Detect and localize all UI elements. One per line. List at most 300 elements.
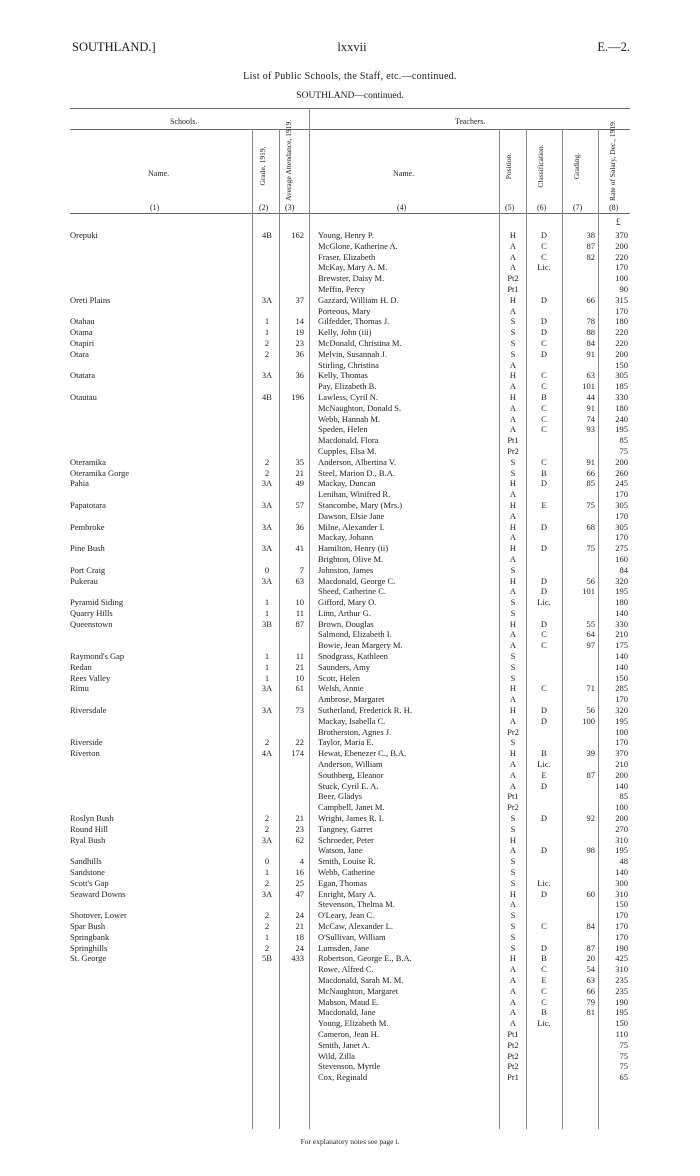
col-classification: Classification. bbox=[536, 144, 545, 188]
position-cell: S bbox=[510, 823, 516, 834]
table-row bbox=[0, 316, 700, 327]
classification-cell: C bbox=[541, 413, 547, 424]
grade-cell: 5B bbox=[262, 953, 272, 964]
school-name-cell: Rees Valley bbox=[70, 672, 111, 683]
position-cell: S bbox=[510, 867, 516, 878]
attendance-cell: 24 bbox=[295, 910, 304, 921]
teacher-name-cell: Young, Elizabeth M. bbox=[318, 1018, 389, 1029]
table-row bbox=[0, 867, 700, 878]
salary-cell: 180 bbox=[615, 402, 628, 413]
attendance-cell: 21 bbox=[295, 467, 304, 478]
table-row bbox=[0, 522, 700, 533]
position-cell: H bbox=[509, 370, 517, 381]
grading-cell: 101 bbox=[582, 381, 595, 392]
grading-cell: 91 bbox=[586, 456, 595, 467]
table-row bbox=[0, 565, 700, 576]
attendance-cell: 22 bbox=[295, 737, 304, 748]
salary-cell: 85 bbox=[619, 435, 628, 446]
teacher-name-cell: Dawson, Elsie Jane bbox=[318, 510, 385, 521]
school-name-cell: Sandstone bbox=[70, 867, 105, 878]
table-row bbox=[0, 986, 700, 997]
grade-cell: 2 bbox=[264, 456, 270, 467]
salary-cell: 275 bbox=[615, 543, 628, 554]
salary-cell: 305 bbox=[615, 499, 628, 510]
teacher-name-cell: Milne, Alexander I. bbox=[318, 521, 385, 532]
school-name-cell: Pahia bbox=[70, 478, 89, 489]
school-name-cell: Oteramika bbox=[70, 456, 106, 467]
table-row bbox=[0, 673, 700, 684]
classification-cell: C bbox=[541, 370, 547, 381]
classification-cell: Lic. bbox=[537, 877, 551, 888]
school-name-cell: Queenstown bbox=[70, 618, 113, 629]
grading-cell: 66 bbox=[586, 985, 595, 996]
classification-cell: E bbox=[541, 974, 547, 985]
school-name-cell: Otahau bbox=[70, 316, 95, 327]
position-cell: Pt1 bbox=[507, 791, 519, 802]
table-row bbox=[0, 586, 700, 597]
position-cell: A bbox=[509, 586, 517, 597]
grading-cell: 98 bbox=[586, 845, 595, 856]
classification-cell: D bbox=[540, 715, 548, 726]
grade-cell: 2 bbox=[264, 823, 270, 834]
attendance-cell: 63 bbox=[295, 575, 304, 586]
table-row bbox=[0, 889, 700, 900]
table-row bbox=[0, 619, 700, 630]
table-row bbox=[0, 273, 700, 284]
grade-cell: 3A bbox=[261, 521, 273, 532]
classification-cell: Lic. bbox=[537, 1018, 551, 1029]
teacher-name-cell: Smith, Louise R. bbox=[318, 856, 376, 867]
teacher-name-cell: Hamilton, Henry (ii) bbox=[318, 543, 389, 554]
salary-cell: 235 bbox=[615, 974, 628, 985]
teacher-name-cell: Stirling, Christina bbox=[318, 359, 379, 370]
salary-cell: 260 bbox=[615, 467, 628, 478]
position-cell: A bbox=[509, 1007, 517, 1018]
table-row bbox=[0, 349, 700, 360]
grading-cell: 66 bbox=[586, 294, 595, 305]
grading-cell: 88 bbox=[586, 327, 595, 338]
position-cell: A bbox=[509, 1018, 517, 1029]
schools-group-rule bbox=[70, 129, 310, 130]
teacher-name-cell: Snodgrass, Kathleen bbox=[318, 651, 388, 662]
grade-cell: 0 bbox=[264, 564, 270, 575]
teacher-name-cell: Steel, Marion D., B.A. bbox=[318, 467, 395, 478]
teacher-name-cell: Rowe, Alfred C. bbox=[318, 964, 374, 975]
school-name-cell: Pyramid Siding bbox=[70, 597, 124, 608]
grading-cell: 87 bbox=[586, 769, 595, 780]
classification-cell: D bbox=[540, 705, 548, 716]
classification-cell: D bbox=[540, 618, 548, 629]
grading-cell: 54 bbox=[586, 964, 595, 975]
classification-cell: E bbox=[541, 769, 547, 780]
grade-cell: 2 bbox=[264, 813, 270, 824]
teacher-name-cell: Lawless, Cyril N. bbox=[318, 391, 378, 402]
school-name-cell: Otatara bbox=[70, 370, 96, 381]
position-cell: S bbox=[510, 942, 516, 953]
school-name-cell: Springbank bbox=[70, 931, 110, 942]
teacher-name-cell: Enright, Mary A. bbox=[318, 888, 377, 899]
position-cell: H bbox=[509, 230, 517, 240]
salary-cell: 100 bbox=[615, 273, 628, 284]
table-row bbox=[0, 997, 700, 1008]
salary-cell: 195 bbox=[615, 845, 628, 856]
col-school-name: Name. bbox=[148, 169, 170, 178]
teacher-name-cell: Mabson, Maud E. bbox=[318, 996, 379, 1007]
position-cell: A bbox=[509, 424, 517, 435]
salary-cell: 310 bbox=[615, 888, 628, 899]
school-name-cell: Rimu bbox=[70, 683, 89, 694]
num-3: (3) bbox=[285, 203, 295, 212]
salary-cell: 370 bbox=[615, 748, 628, 759]
position-cell: S bbox=[510, 877, 516, 888]
grade-cell: 1 bbox=[264, 607, 270, 618]
grading-cell: 63 bbox=[586, 370, 595, 381]
attendance-cell: 24 bbox=[295, 942, 304, 953]
teacher-name-cell: Stuck, Cyril E. A. bbox=[318, 780, 379, 791]
grade-cell: 2 bbox=[264, 737, 270, 748]
teacher-name-cell: Mackay, Johann bbox=[318, 532, 374, 543]
salary-cell: 200 bbox=[615, 348, 628, 359]
position-cell: A bbox=[509, 769, 517, 780]
grade-cell: 3A bbox=[261, 370, 273, 381]
grade-cell: 0 bbox=[264, 856, 270, 867]
col-grading: Grading. bbox=[572, 152, 581, 180]
salary-cell: 85 bbox=[619, 791, 628, 802]
attendance-cell: 162 bbox=[291, 230, 304, 240]
grading-cell: 93 bbox=[586, 424, 595, 435]
teacher-name-cell: Anderson, Albertina V. bbox=[318, 456, 397, 467]
teacher-name-cell: Cupples, Elsa M. bbox=[318, 445, 377, 456]
position-cell: A bbox=[509, 715, 517, 726]
classification-cell: D bbox=[540, 294, 548, 305]
table-body bbox=[0, 230, 700, 1083]
position-cell: Pt2 bbox=[507, 1061, 519, 1072]
school-name-cell: Springhills bbox=[70, 942, 108, 953]
attendance-cell: 35 bbox=[295, 456, 304, 467]
position-cell: S bbox=[510, 456, 516, 467]
grade-cell: 2 bbox=[264, 942, 270, 953]
salary-cell: 150 bbox=[615, 899, 628, 910]
table-row bbox=[0, 284, 700, 295]
attendance-cell: 10 bbox=[295, 672, 304, 683]
position-cell: A bbox=[509, 489, 517, 500]
salary-cell: 84 bbox=[619, 564, 628, 575]
salary-cell: 170 bbox=[615, 305, 628, 316]
classification-cell: D bbox=[540, 942, 548, 953]
salary-cell: 150 bbox=[615, 1018, 628, 1029]
table-row bbox=[0, 802, 700, 813]
salary-cell: 220 bbox=[615, 327, 628, 338]
grading-cell: 68 bbox=[586, 521, 595, 532]
group-teachers: Teachers. bbox=[455, 117, 486, 126]
table-row bbox=[0, 500, 700, 511]
salary-cell: 185 bbox=[615, 381, 628, 392]
table-row bbox=[0, 478, 700, 489]
teacher-name-cell: Sheed, Catherine C. bbox=[318, 586, 386, 597]
page-title: List of Public Schools, the Staff, etc.—continued. bbox=[243, 71, 457, 82]
salary-cell: 195 bbox=[615, 586, 628, 597]
salary-cell: 75 bbox=[619, 445, 628, 456]
position-cell: S bbox=[510, 672, 516, 683]
classification-cell: B bbox=[541, 391, 547, 402]
teacher-name-cell: Robertson, George E., B.A. bbox=[318, 953, 412, 964]
grade-cell: 3A bbox=[261, 834, 273, 845]
table-row bbox=[0, 629, 700, 640]
position-cell: Pt2 bbox=[507, 273, 519, 284]
salary-cell: 245 bbox=[615, 478, 628, 489]
salary-cell: 90 bbox=[619, 283, 628, 294]
classification-cell: Lic. bbox=[537, 759, 551, 770]
classification-cell: D bbox=[540, 316, 548, 327]
grading-cell: 75 bbox=[586, 543, 595, 554]
teacher-name-cell: Welsh, Annie bbox=[318, 683, 364, 694]
teacher-name-cell: Stevenson, Myrtle bbox=[318, 1061, 381, 1072]
teacher-name-cell: Macdonald, Flora bbox=[318, 435, 379, 446]
position-cell: S bbox=[510, 467, 516, 478]
position-cell: Pt1 bbox=[507, 283, 519, 294]
grading-cell: 75 bbox=[586, 499, 595, 510]
school-name-cell: Riverton bbox=[70, 748, 100, 759]
position-cell: A bbox=[509, 899, 517, 910]
attendance-cell: 57 bbox=[295, 499, 304, 510]
grade-cell: 1 bbox=[264, 672, 270, 683]
salary-cell: 65 bbox=[619, 1072, 628, 1083]
page-subtitle: SOUTHLAND—continued. bbox=[296, 91, 404, 101]
grade-cell: 3A bbox=[261, 478, 273, 489]
school-name-cell: Scott's Gap bbox=[70, 877, 109, 888]
table-row bbox=[0, 662, 700, 673]
position-cell: S bbox=[510, 597, 516, 608]
position-cell: A bbox=[509, 510, 517, 521]
salary-cell: 305 bbox=[615, 370, 628, 381]
grading-cell: 92 bbox=[586, 813, 595, 824]
table-row bbox=[0, 640, 700, 651]
table-row bbox=[0, 705, 700, 716]
teachers-group-rule bbox=[310, 129, 630, 130]
classification-cell: D bbox=[540, 348, 548, 359]
table-row bbox=[0, 608, 700, 619]
teacher-name-cell: McNaughton, Donald S. bbox=[318, 402, 402, 413]
teacher-name-cell: Salmond, Elizabeth I. bbox=[318, 629, 392, 640]
teacher-name-cell: Johnston, James bbox=[318, 564, 374, 575]
salary-cell: 170 bbox=[615, 489, 628, 500]
teacher-name-cell: Campbell, Janet M. bbox=[318, 802, 385, 813]
table-row bbox=[0, 694, 700, 705]
salary-cell: 200 bbox=[615, 769, 628, 780]
school-name-cell: Ryal Bush bbox=[70, 834, 106, 845]
position-cell: S bbox=[510, 316, 516, 327]
position-cell: A bbox=[509, 964, 517, 975]
teacher-name-cell: Cox, Reginald bbox=[318, 1072, 368, 1083]
table-row bbox=[0, 899, 700, 910]
position-cell: A bbox=[509, 694, 517, 705]
table-row bbox=[0, 446, 700, 457]
attendance-cell: 19 bbox=[295, 327, 304, 338]
num-1: (1) bbox=[150, 203, 160, 212]
school-name-cell: Pembroke bbox=[70, 521, 105, 532]
classification-cell: C bbox=[541, 921, 547, 931]
position-cell: A bbox=[509, 413, 517, 424]
teacher-name-cell: Gifford, Mary O. bbox=[318, 597, 377, 608]
col-teacher-name: Name. bbox=[393, 169, 415, 178]
salary-cell: 310 bbox=[615, 834, 628, 845]
grade-cell: 1 bbox=[264, 651, 270, 662]
teacher-name-cell: Gazzard, William H. D. bbox=[318, 294, 399, 305]
position-cell: Pt1 bbox=[507, 435, 519, 446]
table-row bbox=[0, 943, 700, 954]
school-name-cell: Otara bbox=[70, 348, 89, 359]
position-cell: H bbox=[509, 478, 517, 489]
teacher-name-cell: Macdonald, George C. bbox=[318, 575, 396, 586]
position-cell: Pr2 bbox=[507, 726, 519, 737]
school-name-cell: Redan bbox=[70, 661, 92, 672]
table-row bbox=[0, 262, 700, 273]
school-name-cell: Pukerau bbox=[70, 575, 98, 586]
salary-cell: 100 bbox=[615, 802, 628, 813]
classification-cell: D bbox=[540, 888, 548, 899]
table-row bbox=[0, 835, 700, 846]
position-cell: A bbox=[509, 251, 517, 262]
teacher-name-cell: Taylor, Maria E. bbox=[318, 737, 374, 748]
position-cell: A bbox=[509, 640, 517, 651]
attendance-cell: 21 bbox=[295, 661, 304, 672]
position-cell: S bbox=[510, 921, 516, 931]
position-cell: A bbox=[509, 402, 517, 413]
grade-cell: 3A bbox=[261, 499, 273, 510]
position-cell: Pr1 bbox=[507, 1072, 519, 1083]
table-row bbox=[0, 230, 700, 241]
grading-cell: 64 bbox=[586, 629, 595, 640]
attendance-cell: 10 bbox=[295, 597, 304, 608]
position-cell: Pt2 bbox=[507, 1050, 519, 1061]
position-cell: H bbox=[509, 543, 517, 554]
position-cell: A bbox=[509, 532, 517, 543]
salary-cell: 170 bbox=[615, 694, 628, 705]
position-cell: A bbox=[509, 974, 517, 985]
position-cell: A bbox=[509, 629, 517, 640]
teacher-name-cell: Lumsden, Jane bbox=[318, 942, 369, 953]
classification-cell: C bbox=[541, 456, 547, 467]
school-name-cell: Orepuki bbox=[70, 230, 98, 240]
salary-cell: 200 bbox=[615, 240, 628, 251]
classification-cell: D bbox=[540, 586, 548, 597]
position-cell: H bbox=[509, 575, 517, 586]
top-rule bbox=[70, 108, 630, 109]
footnote: For explanatory notes see page i. bbox=[300, 1137, 400, 1146]
attendance-cell: 49 bbox=[295, 478, 304, 489]
school-name-cell: Spar Bush bbox=[70, 921, 106, 931]
position-cell: S bbox=[510, 327, 516, 338]
page-header bbox=[72, 40, 630, 56]
salary-cell: 195 bbox=[615, 1007, 628, 1018]
page-number: lxxvii bbox=[337, 40, 367, 54]
table-row bbox=[0, 338, 700, 349]
classification-cell: D bbox=[540, 780, 548, 791]
school-name-cell: Riversdale bbox=[70, 705, 107, 716]
grade-cell: 3A bbox=[261, 294, 273, 305]
salary-cell: 75 bbox=[619, 1050, 628, 1061]
position-cell: A bbox=[509, 845, 517, 856]
salary-cell: 190 bbox=[615, 996, 628, 1007]
position-cell: H bbox=[509, 499, 517, 510]
salary-cell: 270 bbox=[615, 823, 628, 834]
table-row bbox=[0, 1007, 700, 1018]
classification-cell: D bbox=[540, 230, 548, 240]
classification-cell: D bbox=[540, 845, 548, 856]
attendance-cell: 174 bbox=[291, 748, 304, 759]
classification-cell: C bbox=[541, 996, 547, 1007]
attendance-cell: 87 bbox=[295, 618, 304, 629]
classification-cell: D bbox=[540, 543, 548, 554]
teacher-name-cell: Speden, Helen bbox=[318, 424, 368, 435]
table-row bbox=[0, 576, 700, 587]
teacher-name-cell: Gilfedder, Thomas J. bbox=[318, 316, 390, 327]
table-row bbox=[0, 511, 700, 522]
col-attendance: Average Attendance, 1919. bbox=[284, 119, 293, 201]
position-cell: A bbox=[509, 553, 517, 564]
salary-cell: 75 bbox=[619, 1039, 628, 1050]
grading-cell: 100 bbox=[582, 715, 595, 726]
currency-symbol: £ bbox=[616, 217, 621, 227]
salary-cell: 330 bbox=[615, 618, 628, 629]
classification-cell: C bbox=[541, 337, 547, 348]
attendance-cell: 47 bbox=[295, 888, 304, 899]
salary-cell: 305 bbox=[615, 521, 628, 532]
teacher-name-cell: Beer, Gladys bbox=[318, 791, 363, 802]
header-right: E.—2. bbox=[597, 40, 630, 54]
salary-cell: 140 bbox=[615, 651, 628, 662]
salary-cell: 140 bbox=[615, 661, 628, 672]
grade-cell: 2 bbox=[264, 467, 270, 478]
grade-cell: 3A bbox=[261, 543, 273, 554]
classification-cell: C bbox=[541, 683, 547, 694]
teacher-name-cell: Macdonald, Jane bbox=[318, 1007, 376, 1018]
grading-cell: 84 bbox=[586, 337, 595, 348]
classification-cell: C bbox=[541, 251, 547, 262]
teacher-name-cell: Hewat, Ebenezer C., B.A. bbox=[318, 748, 407, 759]
grading-cell: 38 bbox=[586, 230, 595, 240]
header-bottom-rule bbox=[70, 213, 630, 214]
grading-cell: 85 bbox=[586, 478, 595, 489]
school-name-cell: Otama bbox=[70, 327, 93, 338]
school-name-cell: Pine Bush bbox=[70, 543, 105, 554]
teacher-name-cell: Bowie, Jean Margery M. bbox=[318, 640, 403, 651]
table-row bbox=[0, 241, 700, 252]
classification-cell: D bbox=[540, 478, 548, 489]
grading-cell: 71 bbox=[586, 683, 595, 694]
grading-cell: 20 bbox=[586, 953, 595, 964]
table-row bbox=[0, 468, 700, 479]
teacher-name-cell: Linn, Arthur G. bbox=[318, 607, 371, 618]
position-cell: H bbox=[509, 391, 517, 402]
table-row bbox=[0, 878, 700, 889]
classification-cell: D bbox=[540, 575, 548, 586]
salary-cell: 425 bbox=[615, 953, 628, 964]
header-left: SOUTHLAND.] bbox=[72, 40, 156, 54]
attendance-cell: 36 bbox=[295, 348, 304, 359]
salary-cell: 170 bbox=[615, 532, 628, 543]
salary-cell: 195 bbox=[615, 715, 628, 726]
teacher-name-cell: O'Leary, Jean C. bbox=[318, 910, 375, 921]
group-schools: Schools. bbox=[170, 117, 198, 126]
salary-cell: 170 bbox=[615, 931, 628, 942]
attendance-cell: 11 bbox=[295, 651, 304, 662]
classification-cell: C bbox=[541, 381, 547, 392]
attendance-cell: 36 bbox=[295, 521, 304, 532]
teacher-name-cell: Mackay, Isabella C. bbox=[318, 715, 386, 726]
teacher-name-cell: Stancombe, Mary (Mrs.) bbox=[318, 499, 403, 510]
classification-cell: Lic. bbox=[537, 597, 551, 608]
